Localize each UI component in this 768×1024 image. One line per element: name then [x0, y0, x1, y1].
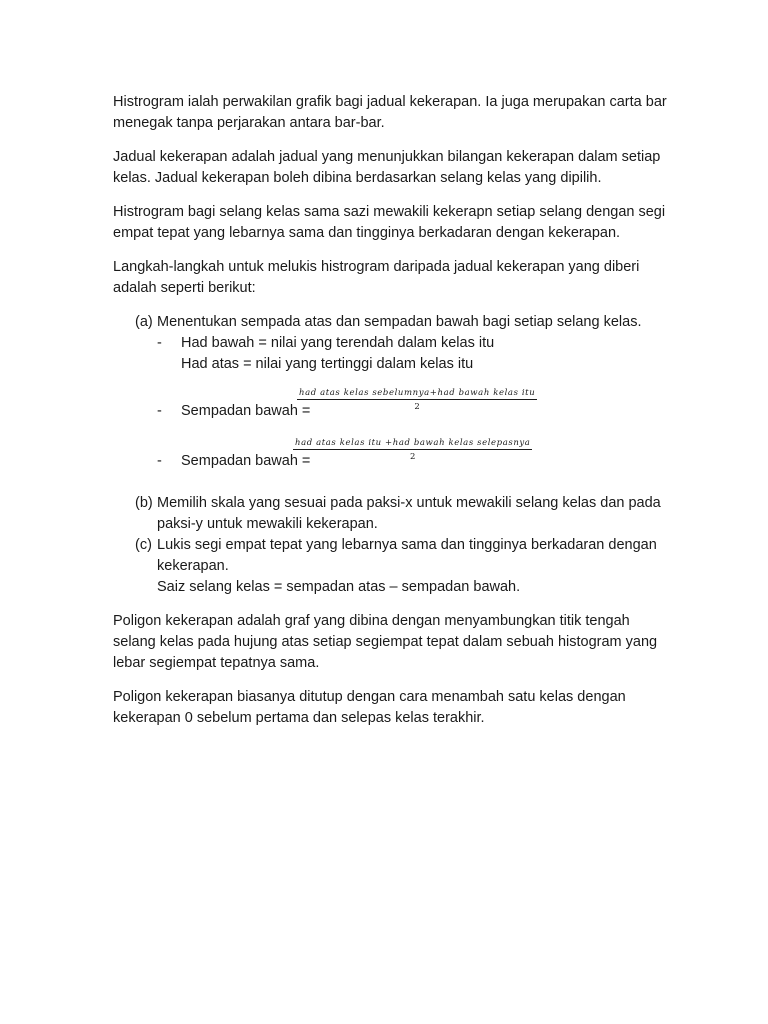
step-c-saiz-text: Saiz selang kelas = sempadan atas – sempadan bawah.: [157, 579, 521, 595]
formula-sempadan-bawah-1: [157, 387, 673, 437]
dash-marker: -: [157, 453, 162, 469]
formula-sempadan-bawah-2: [157, 437, 673, 487]
step-a: [113, 312, 673, 487]
step-a-bullet-limits: [157, 333, 673, 375]
step-c: [113, 535, 673, 598]
step-a-label: (a): [135, 314, 153, 330]
paragraph-frequency-polygon: Poligon kekerapan adalah graf yang dibina dengan menyambungkan titik tengah selang kelas pada hujung atas setiap segiempat tepat dalam sebuah histogram yang lebar segiempat tepatnya sama.: [113, 613, 658, 671]
formula-1-fraction: [297, 387, 537, 414]
paragraph-steps-intro: Langkah-langkah untuk melukis histrogram daripada jadual kekerapan yang diberi adalah seperti berikut:: [113, 259, 640, 296]
step-c-label: (c): [135, 537, 152, 553]
paragraph-equal-class-interval: Histrogram bagi selang kelas sama sazi mewakili kekerapn setiap selang dengan segi empat tepat yang lebarnya sama dan tingginya berkadaran dengan kekerapan.: [113, 204, 666, 241]
steps-list: [113, 312, 673, 598]
step-c-text: Lukis segi empat tepat yang lebarnya sama dan tingginya berkadaran dengan kekerapan.: [157, 537, 657, 574]
formula-2-label: Sempadan bawah =: [181, 453, 311, 469]
step-b-label: (b): [135, 495, 153, 511]
step-b-text: Memilih skala yang sesuai pada paksi-x untuk mewakili selang kelas dan pada paksi-y untuk mewakili kekerapan.: [157, 495, 661, 532]
paragraph-polygon-closing: Poligon kekerapan biasanya ditutup dengan cara menambah satu kelas dengan kekerapan 0 sebelum pertama dan selepas kelas terakhir.: [113, 689, 626, 726]
had-bawah-text: Had bawah = nilai yang terendah dalam kelas itu: [181, 335, 495, 351]
formula-1-label: Sempadan bawah =: [181, 403, 311, 419]
formula-1-denominator: 2: [414, 402, 420, 412]
formula-2-numerator: had atas kelas itu +had bawah kelas selepasnya: [295, 438, 531, 448]
formula-1-numerator: had atas kelas sebelumnya+had bawah kelas itu: [299, 388, 536, 398]
step-a-text: Menentukan sempada atas dan sempadan bawah bagi setiap selang kelas.: [157, 314, 642, 330]
had-atas-text: Had atas = nilai yang tertinggi dalam kelas itu: [181, 356, 474, 372]
step-b: [113, 493, 673, 535]
formula-2-fraction: [293, 437, 532, 464]
dash-marker: -: [157, 403, 162, 419]
paragraph-frequency-table: Jadual kekerapan adalah jadual yang menunjukkan bilangan kekerapan dalam setiap kelas. Jadual kekerapan boleh dibina berdasarkan selang kelas yang dipilih.: [113, 149, 661, 186]
formula-2-denominator: 2: [410, 452, 416, 462]
dash-marker: -: [157, 335, 162, 351]
document-page: [113, 92, 673, 742]
paragraph-histogram-definition: Histrogram ialah perwakilan grafik bagi jadual kekerapan. Ia juga merupakan carta bar menegak tanpa perjarakan antara bar-bar.: [113, 94, 667, 131]
